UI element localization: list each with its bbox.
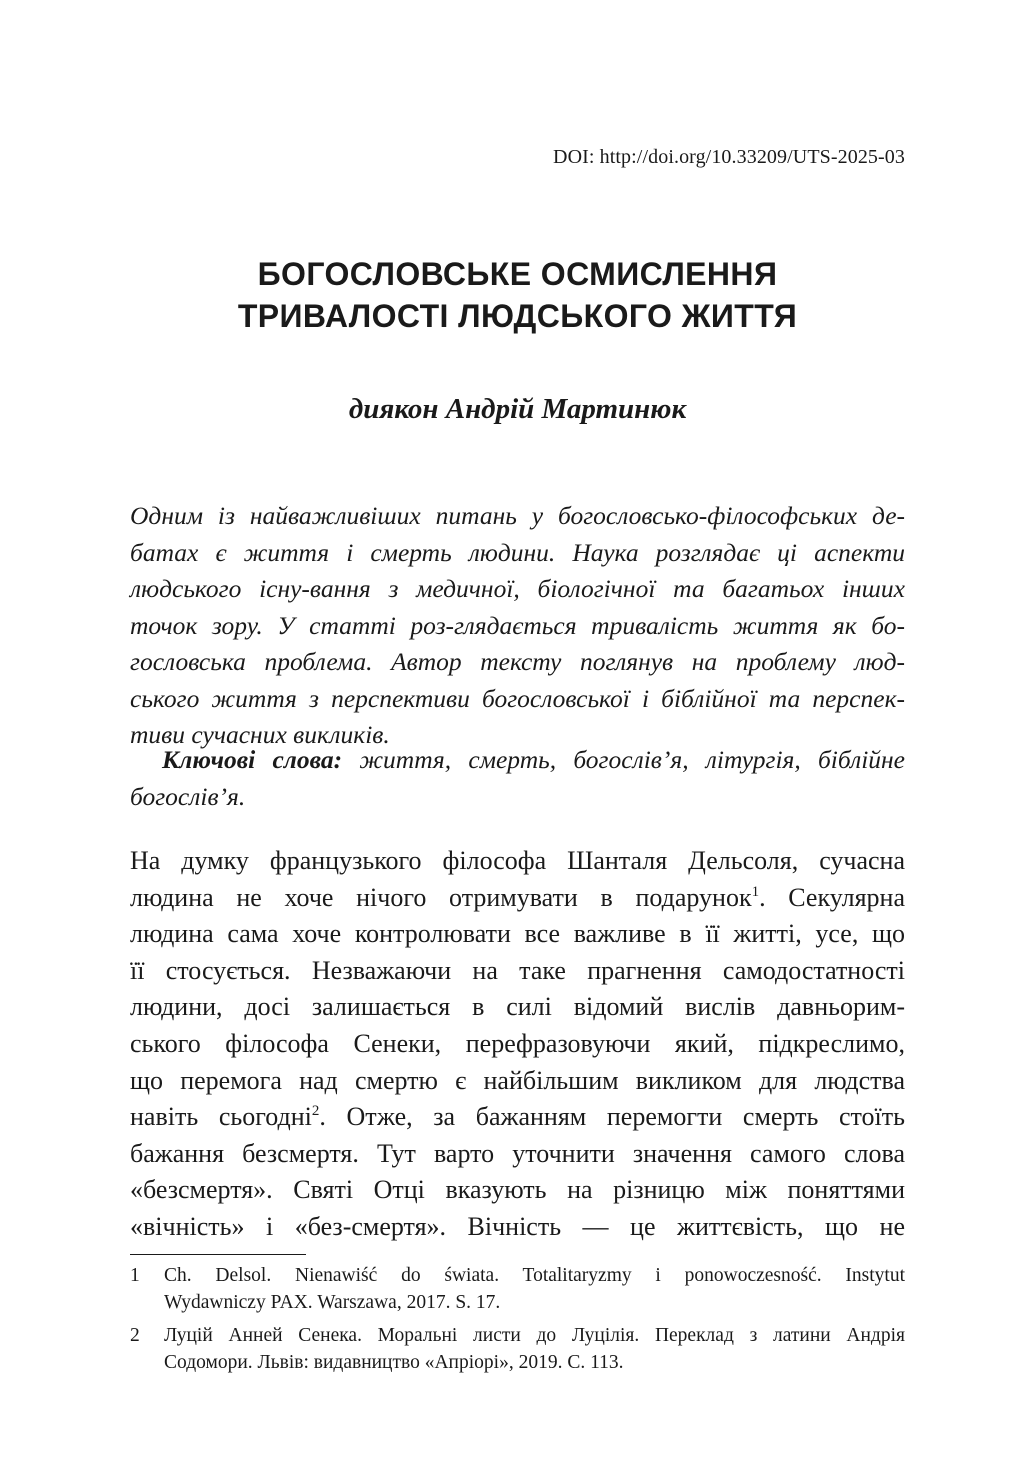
footnote	[130, 1262, 905, 1316]
keywords-line	[130, 742, 905, 779]
footnote-line: Ch. Delsol. Nienawiść do świata. Totalitaryzmy i ponowoczesność. Instytut	[164, 1265, 905, 1286]
footnote-ref[interactable]: 1	[751, 883, 760, 900]
body-line: ського філософа Сенеки, перефразовуючи який, підкреслимо,	[130, 1028, 905, 1058]
body-line	[130, 1099, 905, 1136]
body-text-segment: . Секулярна	[759, 882, 905, 912]
body-line: її стосується. Незважаючи на таке прагнення самодостатності	[130, 955, 905, 985]
body-line: бажання безсмертя. Тут варто уточнити значення самого слова	[130, 1138, 905, 1168]
title-line: БОГОСЛОВСЬКЕ ОСМИСЛЕННЯ	[257, 256, 778, 292]
footnote-divider	[130, 1254, 306, 1255]
footnotes	[130, 1262, 905, 1382]
abstract-line: тиви сучасних викликів.	[130, 720, 390, 749]
title-line: ТРИВАЛОСТІ ЛЮДСЬКОГО ЖИТТЯ	[237, 298, 798, 334]
body-text-segment: навіть сьогодні	[130, 1102, 312, 1132]
footnote-ref[interactable]: 2	[311, 1103, 320, 1120]
abstract-line: точок зору. У статті роз-глядається тривалість життя як бо-	[130, 610, 905, 640]
footnote-line: Луцій Анней Сенека. Моральні листи до Луцілія. Переклад з латини Андрія	[164, 1325, 905, 1346]
article-title	[130, 253, 905, 337]
body-line: «безсмертя». Святі Отці вказують на різницю між поняттями	[130, 1175, 905, 1205]
body-paragraph	[130, 843, 905, 1246]
body-line: людини, досі залишається в силі відомий вислів давньорим-	[130, 992, 905, 1022]
keywords-label: Ключові слова:	[162, 745, 343, 774]
body-line: що перемога над смертю є найбільшим викликом для людства	[130, 1065, 905, 1095]
body-line: людина сама хоче контролювати все важливе в її житті, усе, що	[130, 919, 905, 949]
abstract-line: гословська проблема. Автор тексту поглянув на проблему люд-	[130, 647, 905, 676]
abstract-line: ського життя з перспективи богословської і біблійної та перспек-	[130, 683, 905, 713]
footnote-number: 1	[130, 1265, 140, 1286]
footnote-number: 2	[130, 1325, 140, 1346]
footnote-line: Содомори. Львів: видавництво «Апріорі», 2019. С. 113.	[164, 1352, 624, 1373]
body-text-segment: людина не хоче нічого отримувати в подарунок	[130, 882, 752, 912]
body-line: «вічність» і «без-смертя». Вічність — це життєвість, що не	[130, 1211, 905, 1241]
abstract-line: людського існу-вання з медичної, біологічної та багатьох інших	[130, 574, 905, 603]
body-line	[130, 880, 905, 917]
footnote	[130, 1322, 905, 1376]
body-line: На думку французького філософа Шанталя Дельсоля, сучасна	[130, 846, 905, 875]
footnote-line: Wydawniczy PAX. Warszawa, 2017. S. 17.	[164, 1292, 501, 1313]
abstract-line: батах є життя і смерть людини. Наука розглядає ці аспекти	[130, 537, 905, 567]
document-page	[130, 0, 905, 1483]
keywords	[130, 742, 905, 815]
doi-line: DOI: http://doi.org/10.33209/UTS-2025-03	[553, 146, 905, 168]
body-text-segment: . Отже, за бажанням перемогти смерть стоїть	[319, 1102, 905, 1132]
abstract	[130, 498, 905, 754]
keywords-list: життя, смерть, богослів’я, літургія, біблійне	[342, 745, 905, 774]
keywords-line: богослів’я.	[130, 781, 246, 811]
abstract-line: Одним із найважливіших питань у богословсько-філософських де-	[130, 501, 905, 530]
article-author: диякон Андрій Мартинюк	[348, 393, 687, 425]
